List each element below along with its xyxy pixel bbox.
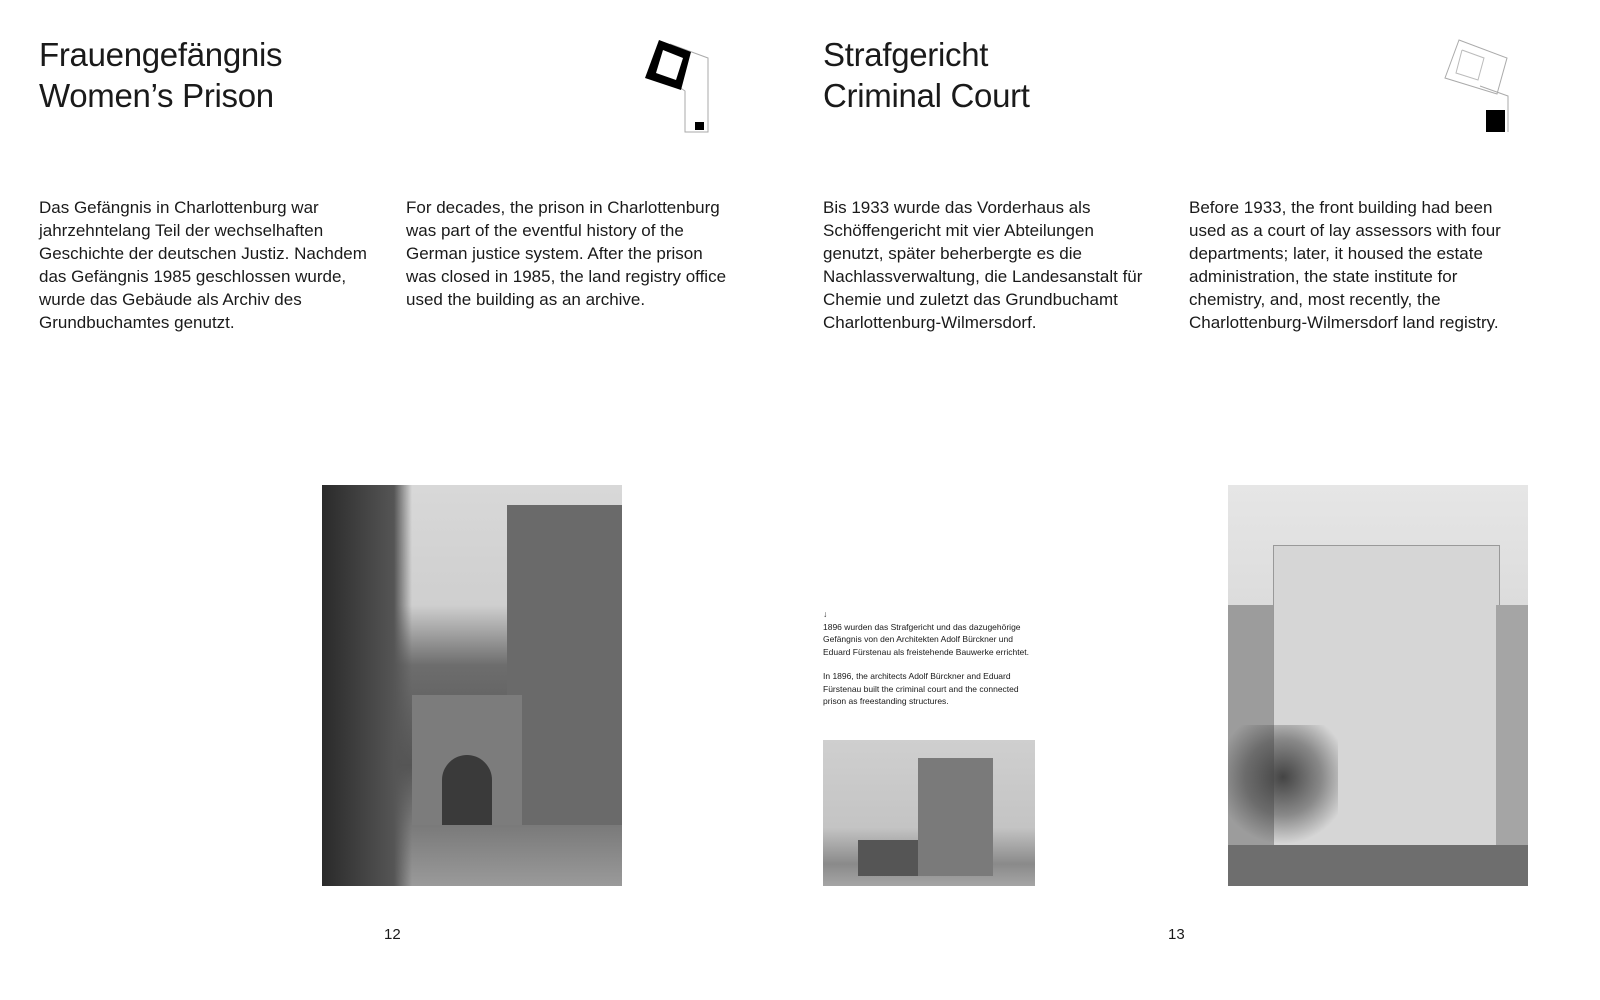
title-english: Criminal Court [823, 77, 1030, 114]
floor-plan-prison-icon [640, 36, 720, 136]
photo-tree-foliage [322, 485, 412, 886]
floor-plan-court-icon [1440, 36, 1520, 136]
left-title [39, 34, 282, 116]
title-english: Women’s Prison [39, 77, 274, 114]
arrow-down-icon: ↓ [823, 609, 828, 619]
photo-tree [1228, 725, 1338, 855]
title-german: Frauengefängnis [39, 36, 283, 73]
body-text-english: Before 1933, the front building had been used as a court of lay assessors with four departments; later, it housed the estate administration, the state institute for chemistry, and, most recently, the Charlottenburg-Wilmersdorf land registry. [1189, 198, 1501, 332]
photo-tower [507, 505, 622, 825]
photo-court-facade [1228, 485, 1528, 886]
photo-prison-gate [322, 485, 622, 886]
body-text-german: Das Gefängnis in Charlottenburg war jahrzehntelang Teil der wechselhaften Geschichte der deutschen Justiz. Nachdem das Gefängnis 1985 geschlossen wurde, wurde das Gebäude als Archiv des Grundbuchamtes genutzt. [39, 198, 367, 332]
caption-german: 1896 wurden das Strafgericht und das dazugehörige Gefängnis von den Architekten Adolf Bürckner und Eduard Fürstenau als freistehende Bauwerke errichtet. [823, 621, 1030, 657]
photo-street [1228, 845, 1528, 886]
photo-historic-building [918, 758, 993, 876]
photo-historic-wall [858, 840, 918, 876]
photo-arch [442, 755, 492, 825]
page-number-right: 13 [1168, 926, 1185, 943]
photo-neighbor-right [1496, 605, 1528, 845]
photo-historic-court [823, 740, 1035, 886]
body-text-german: Bis 1933 wurde das Vorderhaus als Schöffengericht mit vier Abteilungen genutzt, später beherbergte es die Nachlassverwaltung, die Landesanstalt für Chemie und zuletzt das Grundbuchamt Charlottenburg-Wilmersdorf. [823, 198, 1143, 332]
page-number-left: 12 [384, 926, 401, 943]
photo-caption [823, 608, 1038, 720]
title-german: Strafgericht [823, 36, 989, 73]
caption-english: In 1896, the architects Adolf Bürckner and Eduard Fürstenau built the criminal court and the connected prison as freestanding structures. [823, 671, 1019, 706]
body-text-english: For decades, the prison in Charlottenburg was part of the eventful history of the German justice system. After the prison was closed in 1985, the land registry office used the building as an archive. [406, 198, 727, 309]
right-title [823, 34, 1030, 116]
